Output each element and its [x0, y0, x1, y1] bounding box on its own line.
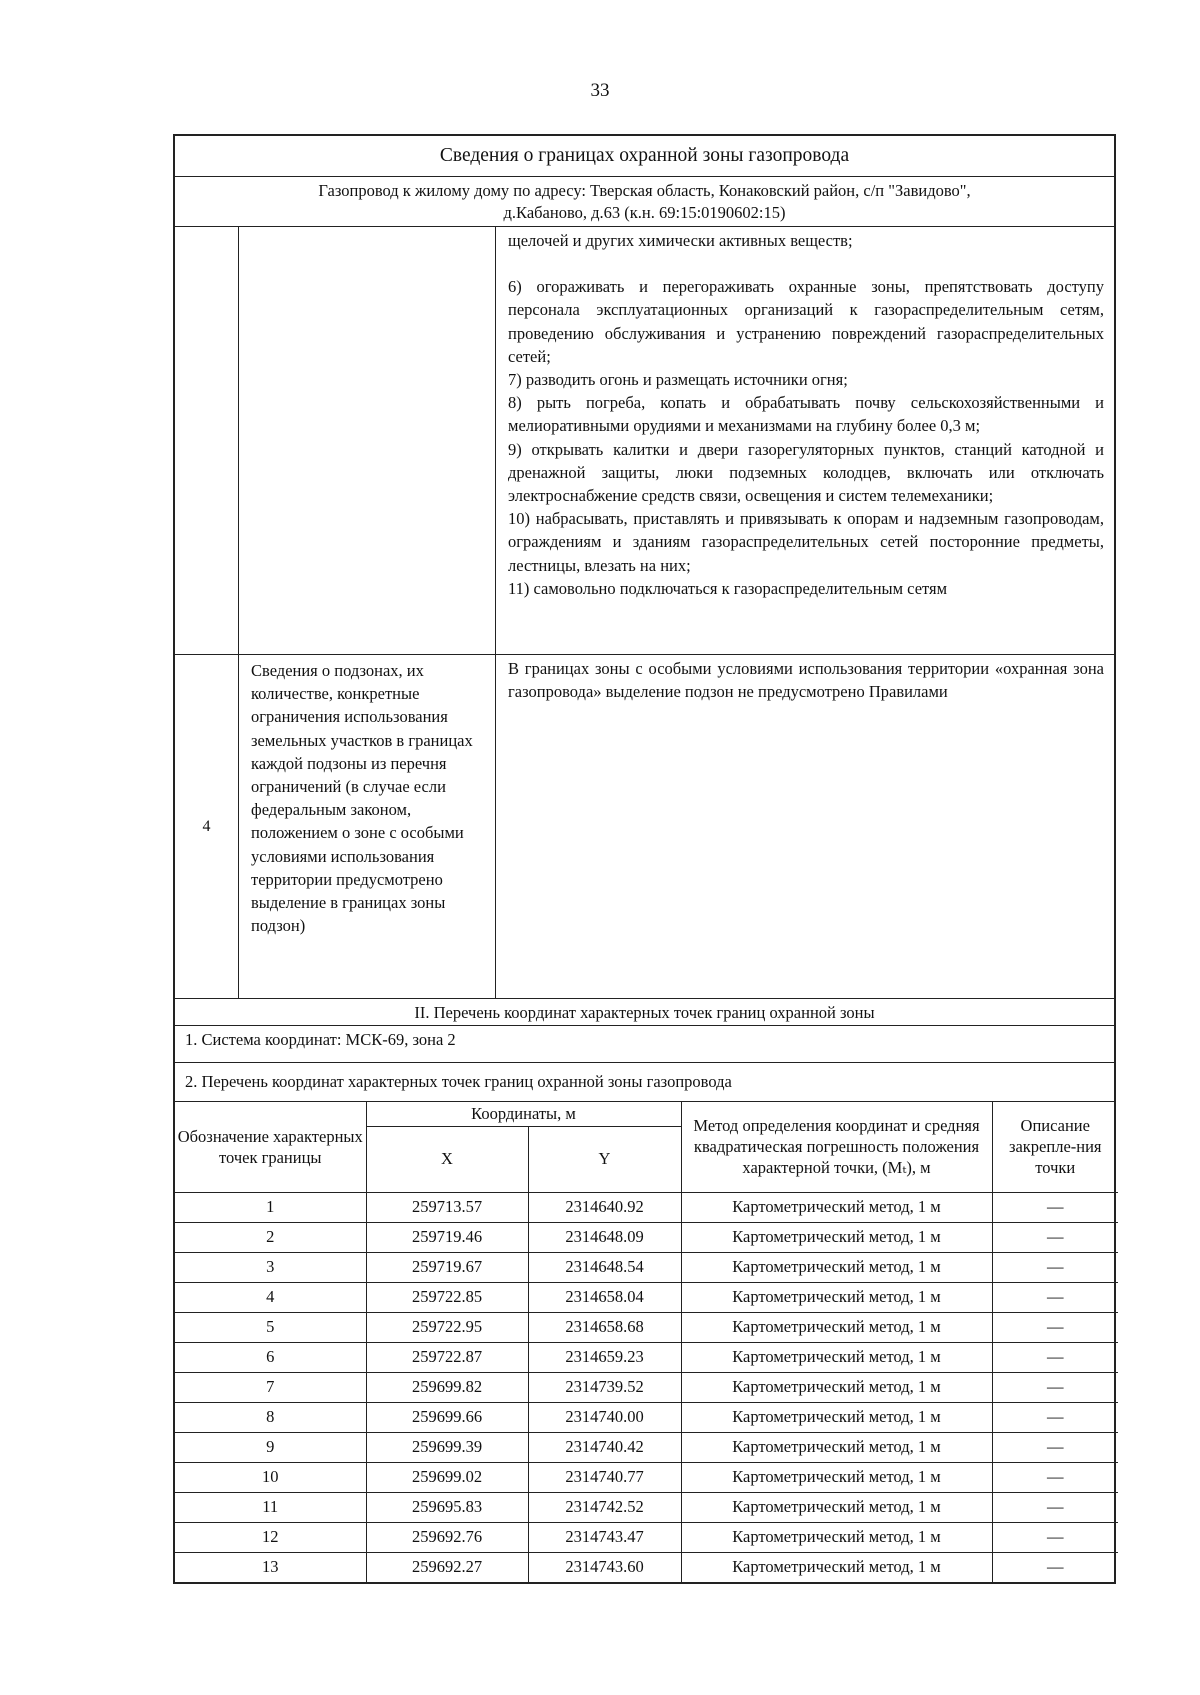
header-point: Обозначение характерных точек границы — [175, 1102, 366, 1192]
y-value: 2314743.60 — [528, 1552, 681, 1582]
method-value: Картометрический метод, 1 м — [681, 1372, 992, 1402]
header-coordinates: Координаты, м — [366, 1102, 681, 1126]
table-row — [175, 1192, 1118, 1222]
header-y: Y — [528, 1126, 681, 1192]
fixing-value: — — [992, 1192, 1118, 1222]
fixing-value: — — [992, 1372, 1118, 1402]
x-value: 259699.66 — [366, 1402, 528, 1432]
restrictions-continuation-row — [175, 227, 1114, 655]
fixing-value: — — [992, 1252, 1118, 1282]
point-number: 1 — [175, 1192, 366, 1222]
page-number: 33 — [590, 80, 610, 101]
row-name-cell — [239, 227, 496, 654]
restriction-item: 7) разводить огонь и размещать источники огня; — [508, 370, 848, 390]
point-number: 10 — [175, 1462, 366, 1492]
y-value: 2314740.42 — [528, 1432, 681, 1462]
table-row — [175, 1222, 1118, 1252]
table-row — [175, 1372, 1118, 1402]
point-number: 4 — [175, 1282, 366, 1312]
table-row — [175, 1552, 1118, 1582]
method-value: Картометрический метод, 1 м — [681, 1282, 992, 1312]
fixing-value: — — [992, 1342, 1118, 1372]
table-row — [175, 1462, 1118, 1492]
restriction-item: 11) самовольно подключаться к газораспределительным сетям — [508, 578, 948, 598]
x-value: 259699.82 — [366, 1372, 528, 1402]
object-description — [175, 177, 1114, 227]
zone-info-sheet — [173, 134, 1116, 1584]
point-number: 12 — [175, 1522, 366, 1552]
point-number: 9 — [175, 1432, 366, 1462]
x-value: 259722.85 — [366, 1282, 528, 1312]
restriction-item: щелочей и других химически активных веществ; — [508, 231, 853, 250]
coordinates-list-title: 2. Перечень координат характерных точек границ охранной зоны газопровода — [175, 1063, 1114, 1102]
header-fixing: Описание закрепле-ния точки — [992, 1102, 1118, 1192]
subzones-text: В границах зоны с особыми условиями использования территории «охранная зона газопровода» выделение подзон не предусмотрено Правилами — [508, 659, 1104, 702]
subzones-row — [175, 655, 1114, 999]
method-value: Картометрический метод, 1 м — [681, 1432, 992, 1462]
point-number: 5 — [175, 1312, 366, 1342]
fixing-value: — — [992, 1312, 1118, 1342]
y-value: 2314740.77 — [528, 1462, 681, 1492]
point-number: 7 — [175, 1372, 366, 1402]
x-value: 259719.67 — [366, 1252, 528, 1282]
y-value: 2314658.04 — [528, 1282, 681, 1312]
section-2-title: II. Перечень координат характерных точек границ охранной зоны — [175, 999, 1114, 1026]
restriction-item: 9) открывать калитки и двери газорегуляторных пунктов, станций катодной и дренажной защиты, люки подземных колодцев, включать или отключать электроснабжение средств связи, освещения и систем телемеханики; — [508, 439, 1104, 506]
coordinate-system: 1. Система координат: МСК-69, зона 2 — [175, 1026, 1114, 1063]
table-row — [175, 1522, 1118, 1552]
y-value: 2314659.23 — [528, 1342, 681, 1372]
method-value: Картометрический метод, 1 м — [681, 1192, 992, 1222]
method-value: Картометрический метод, 1 м — [681, 1402, 992, 1432]
y-value: 2314658.68 — [528, 1312, 681, 1342]
table-row — [175, 1252, 1118, 1282]
y-value: 2314742.52 — [528, 1492, 681, 1522]
fixing-value: — — [992, 1492, 1118, 1522]
table-row — [175, 1282, 1118, 1312]
x-value: 259719.46 — [366, 1222, 528, 1252]
point-number: 8 — [175, 1402, 366, 1432]
fixing-value: — — [992, 1222, 1118, 1252]
table-row — [175, 1402, 1118, 1432]
table-row — [175, 1312, 1118, 1342]
method-value: Картометрический метод, 1 м — [681, 1462, 992, 1492]
y-value: 2314648.54 — [528, 1252, 681, 1282]
object-line-1: Газопровод к жилому дому по адресу: Тверская область, Конаковский район, с/п "Завидово", — [318, 181, 971, 200]
x-value: 259722.87 — [366, 1342, 528, 1372]
method-value: Картометрический метод, 1 м — [681, 1252, 992, 1282]
restrictions-text — [496, 227, 1114, 654]
subzones-number: 4 — [175, 655, 239, 998]
fixing-value: — — [992, 1432, 1118, 1462]
x-value: 259692.76 — [366, 1522, 528, 1552]
method-value: Картометрический метод, 1 м — [681, 1222, 992, 1252]
method-value: Картометрический метод, 1 м — [681, 1342, 992, 1372]
fixing-value: — — [992, 1402, 1118, 1432]
subzones-name: Сведения о подзонах, их количестве, конкретные ограничения использования земельных участков в границах каждой подзоны из перечня ограничений (в случае если федеральным законом, положением о зоне с особыми условиями использования территории предусмотрено выделение в границах зоны подзон) — [239, 655, 496, 998]
table-row — [175, 1492, 1118, 1522]
y-value: 2314740.00 — [528, 1402, 681, 1432]
method-value: Картометрический метод, 1 м — [681, 1312, 992, 1342]
restriction-item: 8) рыть погреба, копать и обрабатывать почву сельскохозяйственными и мелиоративными орудиями и механизмами на глубину более 0,3 м; — [508, 393, 1104, 436]
method-value: Картометрический метод, 1 м — [681, 1552, 992, 1582]
point-number: 6 — [175, 1342, 366, 1372]
x-value: 259699.02 — [366, 1462, 528, 1492]
header-x: X — [366, 1126, 528, 1192]
coordinates-table — [175, 1102, 1118, 1582]
y-value: 2314648.09 — [528, 1222, 681, 1252]
fixing-value: — — [992, 1282, 1118, 1312]
x-value: 259713.57 — [366, 1192, 528, 1222]
coordinates-table-wrap — [175, 1102, 1114, 1582]
fixing-value: — — [992, 1462, 1118, 1492]
row-number-cell — [175, 227, 239, 654]
restriction-item: 6) огораживать и перегораживать охранные зоны, препятствовать доступу персонала эксплуатационных организаций к газораспределительным сетям, проведению обслуживания и устранению повреждений газораспределительных сетей; — [508, 277, 1104, 366]
x-value: 259695.83 — [366, 1492, 528, 1522]
y-value: 2314739.52 — [528, 1372, 681, 1402]
header-method: Метод определения координат и средняя квадратическая погрешность положения характерной точки, (Mₜ), м — [681, 1102, 992, 1192]
y-value: 2314743.47 — [528, 1522, 681, 1552]
fixing-value: — — [992, 1522, 1118, 1552]
restriction-item: 10) набрасывать, приставлять и привязывать к опорам и надземным газопроводам, ограждениям и зданиям газораспределительных сетей посторонние предметы, лестницы, влезать на них; — [508, 509, 1104, 575]
fixing-value: — — [992, 1552, 1118, 1582]
y-value: 2314640.92 — [528, 1192, 681, 1222]
sheet-title: Сведения о границах охранной зоны газопровода — [175, 136, 1114, 177]
point-number: 11 — [175, 1492, 366, 1522]
table-row — [175, 1432, 1118, 1462]
x-value: 259699.39 — [366, 1432, 528, 1462]
point-number: 13 — [175, 1552, 366, 1582]
method-value: Картометрический метод, 1 м — [681, 1492, 992, 1522]
method-value: Картометрический метод, 1 м — [681, 1522, 992, 1552]
x-value: 259722.95 — [366, 1312, 528, 1342]
table-row — [175, 1342, 1118, 1372]
object-line-2: д.Кабаново, д.63 (к.н. 69:15:0190602:15) — [503, 203, 786, 222]
point-number: 2 — [175, 1222, 366, 1252]
x-value: 259692.27 — [366, 1552, 528, 1582]
point-number: 3 — [175, 1252, 366, 1282]
